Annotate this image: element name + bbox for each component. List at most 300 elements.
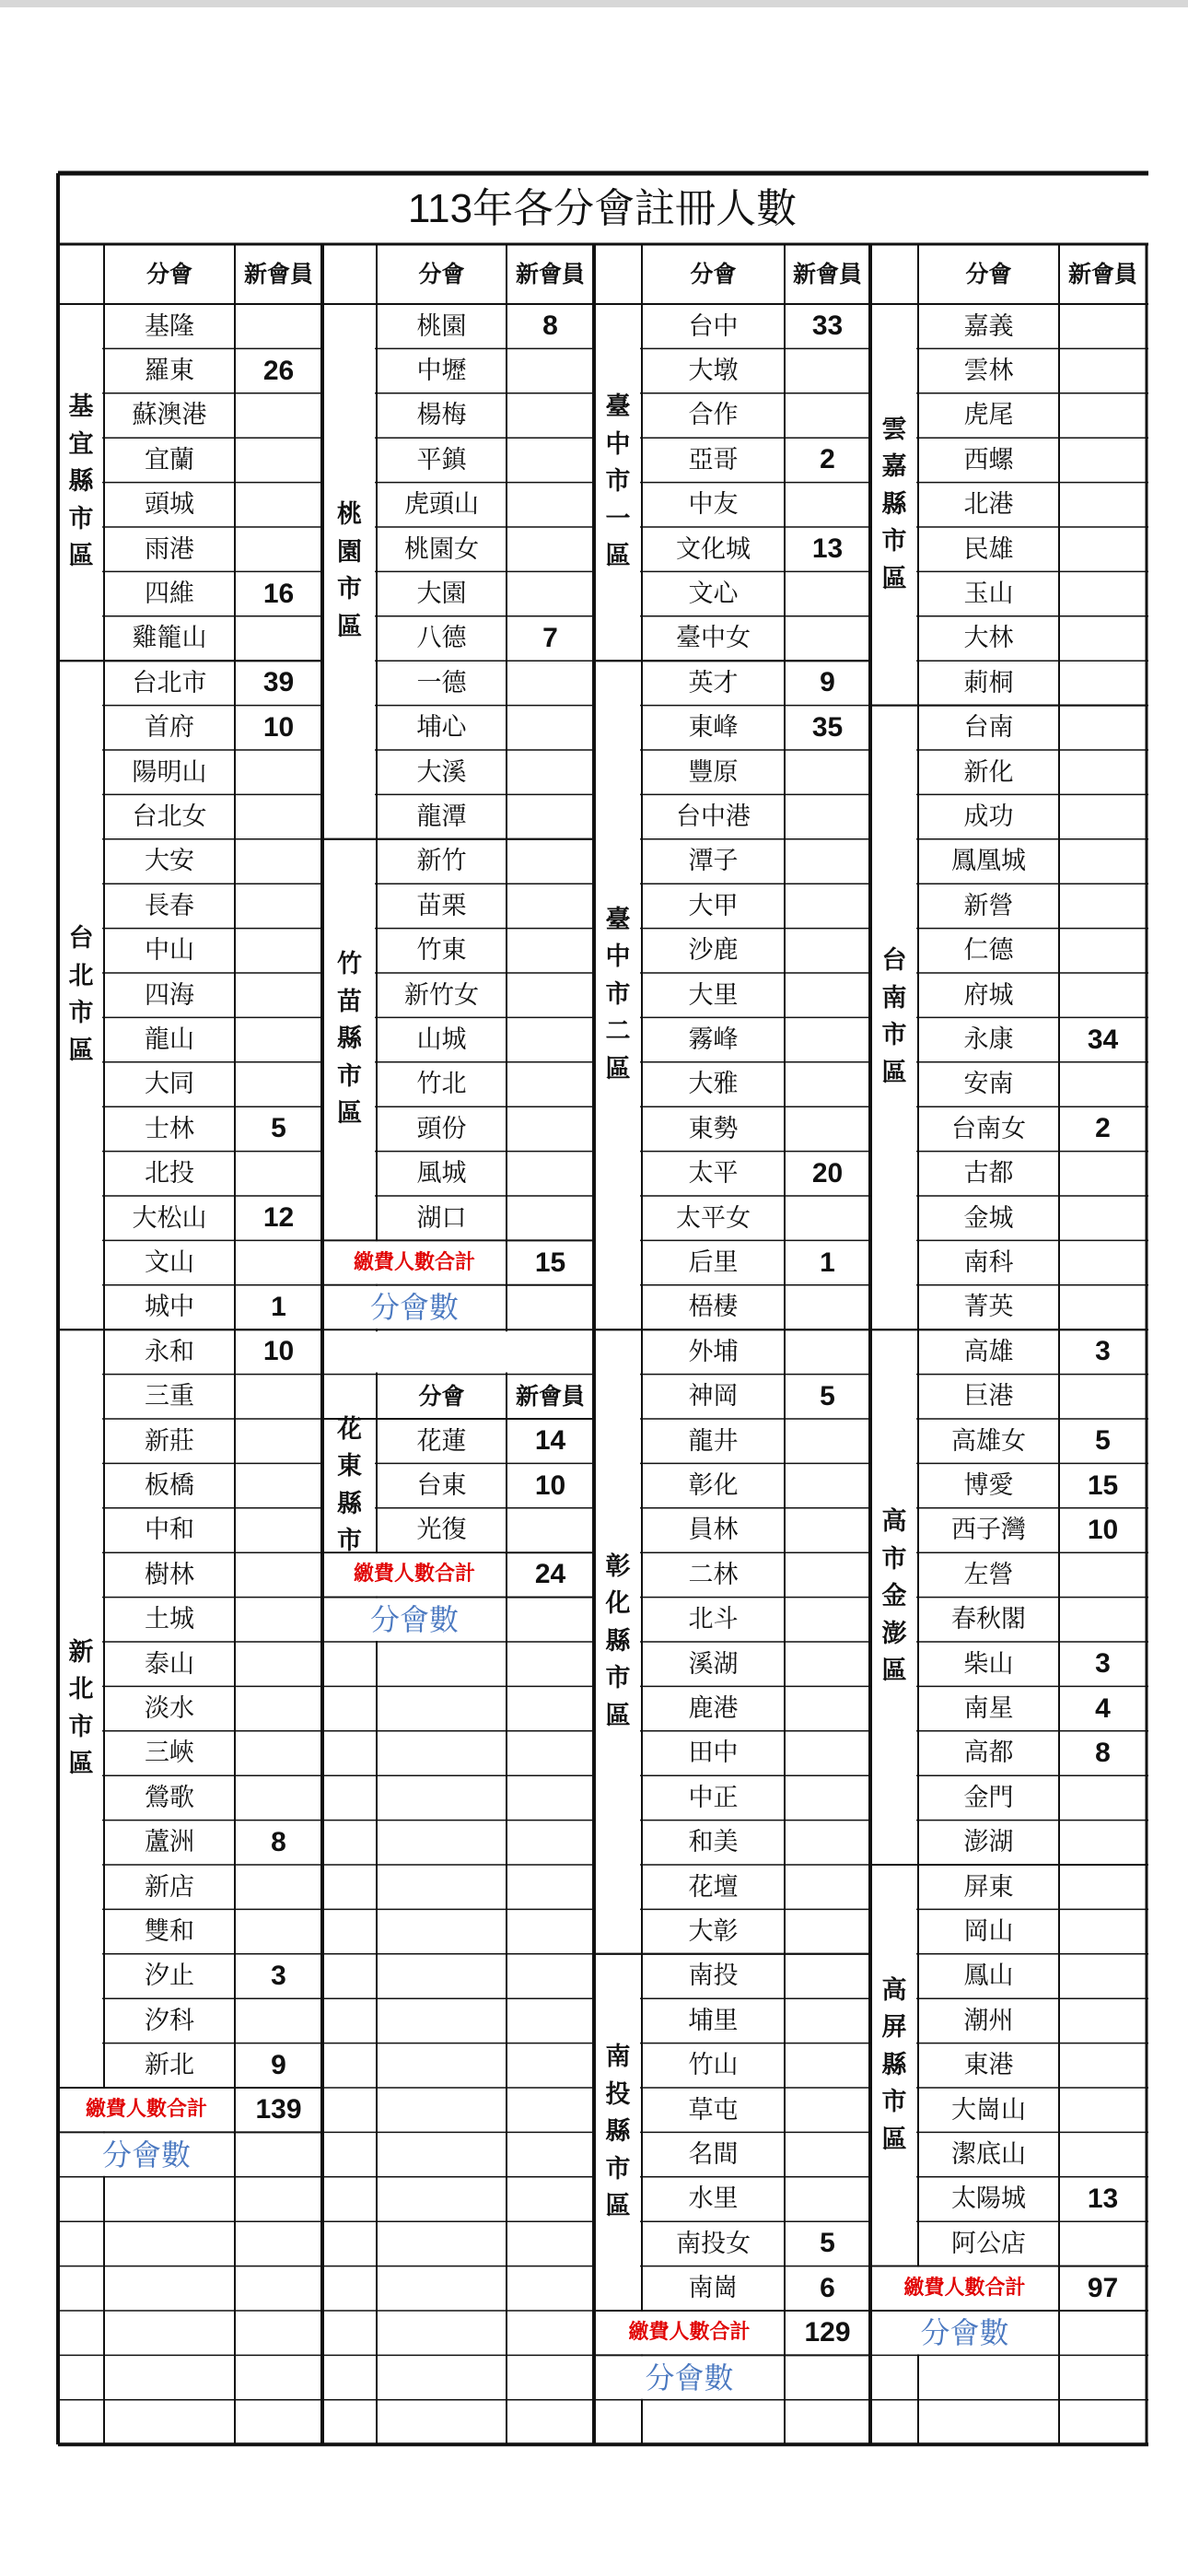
branch-name: 樹林 [145, 1560, 194, 1589]
region-label-char: 區 [337, 1099, 362, 1129]
region-label-char: 市 [605, 467, 631, 497]
branch-name: 水里 [688, 2184, 739, 2214]
branch-name: 台中 [688, 311, 739, 341]
branch-name: 羅東 [145, 357, 194, 386]
branch-name: 花蓮 [416, 1426, 467, 1456]
region-label [58, 661, 104, 1329]
branch-name: 三重 [145, 1382, 194, 1411]
new-member-count [507, 483, 594, 527]
new-member-count [235, 839, 322, 884]
new-member-count [235, 794, 322, 838]
branch-name: 鳳凰城 [951, 847, 1026, 876]
branch-name: 春秋閣 [951, 1605, 1026, 1634]
region-label-char: 區 [605, 2192, 631, 2221]
total-value: 15 [534, 1247, 566, 1278]
branch-name: 田中 [688, 1739, 739, 1768]
region-label [322, 304, 377, 839]
new-member-count: 7 [542, 622, 558, 653]
new-member-count [507, 750, 594, 794]
total-value: 129 [804, 2317, 851, 2348]
region-label-char: 區 [881, 1058, 907, 1087]
total-label: 繳費人數合計 [353, 1563, 475, 1587]
branch-name: 鶯歌 [145, 1783, 194, 1812]
new-member-count: 3 [1095, 1648, 1111, 1680]
new-member-count [785, 1419, 870, 1463]
branch-name: 潔底山 [951, 2140, 1026, 2170]
region-label-char: 市 [605, 1664, 631, 1693]
new-member-count [235, 1865, 322, 1909]
region-label [58, 1329, 104, 2088]
branch-name: 台東 [416, 1471, 467, 1501]
new-member-count [507, 1062, 594, 1107]
region-label-char: 縣 [68, 467, 94, 497]
new-member-count: 14 [534, 1425, 566, 1457]
branch-name: 中正 [688, 1783, 739, 1812]
header-new-members: 新會員 [1067, 261, 1137, 287]
branch-name: 士林 [145, 1114, 194, 1143]
new-member-count [785, 1062, 870, 1107]
new-member-count [507, 527, 594, 571]
new-member-count: 15 [1087, 1469, 1119, 1501]
branch-name: 柴山 [963, 1649, 1014, 1679]
new-member-count [1059, 1240, 1147, 1284]
new-member-count [785, 1775, 870, 1820]
region-label-char: 區 [337, 612, 362, 641]
branch-name: 東勢 [688, 1114, 739, 1143]
branch-name: 龍潭 [416, 802, 467, 832]
branch-name: 大雅 [688, 1070, 739, 1099]
new-member-count: 8 [271, 1826, 286, 1857]
region-label-char: 區 [605, 542, 631, 571]
branch-name: 台南 [963, 713, 1014, 743]
new-member-count [785, 1017, 870, 1061]
branch-name: 莿桐 [963, 668, 1014, 697]
region-label-char: 基 [68, 392, 94, 422]
new-member-count [235, 438, 322, 482]
new-member-count [507, 929, 594, 973]
region-label [870, 1329, 918, 1865]
branch-name: 大崗山 [951, 2095, 1026, 2125]
branch-name: 潭子 [688, 847, 739, 876]
new-member-count [785, 571, 870, 615]
region-label-char: 化 [605, 1589, 631, 1619]
header-branch: 分會 [965, 261, 1012, 287]
table-title: 113年各分會註冊人數 [407, 185, 798, 231]
branch-name: 高都 [963, 1739, 1014, 1768]
branch-name: 蘆洲 [145, 1828, 194, 1857]
branch-name: 太平女 [676, 1203, 751, 1233]
new-member-count: 10 [1087, 1514, 1119, 1545]
branch-name: 北斗 [688, 1605, 739, 1634]
branch-name: 名間 [688, 2140, 739, 2170]
new-member-count [235, 1508, 322, 1552]
branch-name: 北港 [963, 490, 1014, 520]
total-label: 繳費人數合計 [628, 2321, 751, 2345]
new-member-count [235, 929, 322, 973]
new-member-count: 13 [811, 533, 844, 565]
branch-name: 長春 [145, 891, 194, 920]
branch-name: 府城 [963, 980, 1014, 1010]
branch-name: 菁英 [963, 1293, 1014, 1322]
branch-name: 大彰 [688, 1917, 739, 1947]
region-label-char: 澎 [881, 1619, 907, 1648]
region-label-char: 花 [337, 1414, 362, 1444]
branch-name: 台中港 [676, 802, 751, 832]
region-label-char: 區 [605, 1701, 631, 1730]
branch-name: 新竹 [416, 847, 467, 876]
branch-name: 汐止 [145, 1961, 194, 1991]
new-member-count [235, 1731, 322, 1775]
new-member-count [1059, 393, 1147, 438]
branch-name: 山城 [416, 1025, 467, 1055]
new-member-count [1059, 661, 1147, 705]
new-member-count: 13 [1087, 2183, 1119, 2214]
new-member-count [785, 2177, 870, 2221]
branch-name: 陽明山 [132, 757, 207, 787]
new-member-count [1059, 1909, 1147, 1953]
region-label-char: 市 [881, 2088, 907, 2117]
region-label-char: 區 [68, 1750, 94, 1779]
region-label-char: 市 [881, 1544, 907, 1574]
new-member-count [1059, 929, 1147, 973]
region-label-char: 高 [881, 1975, 907, 2005]
region-label-char: 市 [337, 1061, 362, 1091]
branch-name: 太平 [688, 1159, 739, 1188]
region-label-char: 縣 [605, 1626, 631, 1656]
new-member-count [785, 2043, 870, 2088]
new-member-count: 20 [811, 1157, 844, 1188]
branch-name: 埔心 [416, 713, 467, 743]
branch-name: 屏東 [963, 1872, 1014, 1902]
branch-count-label: 分會數 [101, 2137, 191, 2172]
branch-name: 湖口 [416, 1203, 467, 1233]
branch-name: 雨港 [145, 534, 194, 564]
branch-name: 外埔 [688, 1337, 739, 1366]
header-branch: 分會 [146, 261, 192, 287]
new-member-count [1059, 1865, 1147, 1909]
new-member-count [785, 1285, 870, 1329]
new-member-count [785, 1954, 870, 1998]
new-member-count [1059, 973, 1147, 1017]
branch-name: 和美 [688, 1828, 739, 1857]
branch-name: 英才 [688, 668, 739, 697]
total-label: 繳費人數合計 [85, 2098, 207, 2122]
new-member-count: 10 [262, 711, 295, 743]
branch-name: 仁德 [963, 936, 1014, 966]
new-member-count [1059, 483, 1147, 527]
branch-name: 大溪 [416, 757, 467, 787]
branch-name: 大安 [145, 847, 194, 876]
branch-name: 土城 [145, 1605, 194, 1634]
branch-name: 楊梅 [416, 401, 467, 430]
branch-name: 中山 [145, 936, 194, 966]
branch-name: 大松山 [132, 1203, 207, 1233]
branch-name: 台北女 [132, 802, 207, 832]
branch-name: 四維 [145, 580, 194, 609]
branch-name: 員林 [688, 1516, 739, 1545]
region-label-char: 二 [605, 1017, 631, 1047]
new-member-count [235, 1062, 322, 1107]
branch-name: 太陽城 [951, 2184, 1026, 2214]
header-new-members: 新會員 [243, 261, 313, 287]
branch-name: 新北 [145, 2051, 194, 2080]
region-label-char: 台 [68, 924, 94, 954]
branch-name: 金城 [963, 1203, 1014, 1233]
header-new-members: 新會員 [792, 261, 862, 287]
new-member-count [785, 1196, 870, 1240]
region-label-char: 市 [68, 999, 94, 1028]
total-value: 97 [1087, 2272, 1119, 2303]
branch-name: 花壇 [688, 1872, 739, 1902]
branch-name: 巨港 [963, 1382, 1014, 1411]
new-member-count [785, 1642, 870, 1686]
branch-name: 溪湖 [688, 1649, 739, 1679]
branch-name: 豐原 [688, 757, 739, 787]
branch-name: 汐科 [145, 2006, 194, 2035]
branch-name: 鹿港 [688, 1694, 739, 1724]
branch-name: 南星 [963, 1694, 1014, 1724]
new-member-count: 1 [271, 1291, 286, 1322]
region-label [594, 661, 642, 1329]
branch-name: 新化 [963, 757, 1014, 787]
branch-name: 嘉義 [963, 311, 1014, 341]
new-member-count [1059, 348, 1147, 392]
region-label [870, 304, 918, 706]
branch-count-label: 分會數 [920, 2315, 1009, 2351]
new-member-count [507, 571, 594, 615]
total-value: 24 [534, 1559, 566, 1590]
region-label-char: 市 [605, 979, 631, 1009]
branch-name: 台北市 [132, 668, 207, 697]
region-label-char: 台 [881, 946, 907, 976]
branch-name: 文心 [688, 580, 739, 609]
new-member-count [1059, 1954, 1147, 1998]
region-label [870, 1865, 918, 2266]
new-member-count [785, 2132, 870, 2176]
new-member-count: 33 [811, 310, 844, 342]
new-member-count [1059, 1998, 1147, 2043]
new-member-count [235, 1152, 322, 1196]
branch-name: 中壢 [416, 357, 467, 386]
branch-name: 竹北 [416, 1070, 467, 1099]
header-new-members: 新會員 [515, 1383, 585, 1411]
region-label-char: 區 [881, 2125, 907, 2154]
region-label-char: 市 [337, 575, 362, 604]
region-label [322, 1414, 377, 1556]
new-member-count [1059, 1598, 1147, 1642]
new-member-count [507, 438, 594, 482]
header-branch: 分會 [418, 261, 465, 287]
branch-name: 東峰 [688, 713, 739, 743]
branch-name: 中和 [145, 1516, 194, 1545]
new-member-count [1059, 1285, 1147, 1329]
region-label-char: 市 [337, 1527, 362, 1556]
new-member-count [235, 1240, 322, 1284]
branch-name: 雙和 [145, 1917, 194, 1947]
branch-name: 臺中女 [676, 624, 751, 653]
branch-name: 彰化 [688, 1471, 739, 1501]
new-member-count: 35 [811, 711, 844, 743]
new-member-count [1059, 750, 1147, 794]
region-label-char: 彰 [605, 1551, 631, 1581]
new-member-count [785, 973, 870, 1017]
region-label-char: 投 [605, 2079, 631, 2109]
region-label-char: 雲 [881, 415, 907, 444]
branch-count-label: 分會數 [645, 2359, 734, 2395]
region-label-char: 區 [68, 1036, 94, 1065]
branch-name: 大里 [688, 980, 739, 1010]
new-member-count [1059, 616, 1147, 661]
new-member-count [1059, 304, 1147, 348]
new-member-count [785, 1329, 870, 1374]
new-member-count [235, 1017, 322, 1061]
branch-name: 板橋 [145, 1471, 194, 1501]
branch-name: 博愛 [963, 1471, 1014, 1501]
new-member-count: 5 [820, 2228, 835, 2259]
branch-name: 新莊 [145, 1426, 194, 1456]
total-label: 繳費人數合計 [903, 2276, 1026, 2300]
region-label-char: 南 [881, 983, 907, 1013]
branch-name: 大墩 [688, 357, 739, 386]
branch-name: 風城 [416, 1159, 467, 1188]
new-member-count [235, 483, 322, 527]
new-member-count [1059, 438, 1147, 482]
branch-name: 霧峰 [688, 1025, 739, 1055]
region-label-char: 區 [881, 1657, 907, 1686]
branch-name: 左營 [963, 1560, 1014, 1589]
region-label-char: 嘉 [881, 452, 907, 482]
region-label [594, 304, 642, 661]
new-member-count [785, 794, 870, 838]
new-member-count [785, 1463, 870, 1507]
branch-name: 城中 [145, 1293, 194, 1322]
new-member-count: 4 [1095, 1692, 1111, 1724]
new-member-count [785, 1821, 870, 1865]
branch-name: 大園 [416, 580, 467, 609]
branch-name: 三峽 [145, 1739, 194, 1768]
new-member-count [507, 706, 594, 750]
new-member-count [235, 393, 322, 438]
branch-name: 潮州 [963, 2006, 1014, 2035]
new-member-count: 5 [271, 1113, 286, 1144]
new-member-count [785, 1909, 870, 1953]
branch-name: 雲林 [963, 357, 1014, 386]
new-member-count [235, 884, 322, 928]
region-label-char: 區 [881, 564, 907, 593]
new-member-count: 8 [542, 310, 558, 342]
branch-name: 蘇澳港 [132, 401, 207, 430]
branch-name: 合作 [688, 401, 739, 430]
branch-name: 阿公店 [951, 2229, 1026, 2258]
branch-name: 埔里 [688, 2006, 739, 2035]
region-label-char: 中 [605, 429, 631, 459]
new-member-count: 10 [534, 1469, 566, 1501]
header-branch: 分會 [418, 1383, 465, 1411]
new-member-count [507, 1152, 594, 1196]
new-member-count [785, 1686, 870, 1730]
branch-name: 澎湖 [963, 1828, 1014, 1857]
branch-count-label: 分會數 [369, 1601, 459, 1637]
new-member-count: 8 [1095, 1737, 1111, 1768]
new-member-count: 3 [271, 1960, 286, 1991]
branch-name: 大甲 [688, 891, 739, 920]
branch-name: 桃園女 [404, 534, 479, 564]
branch-name: 民雄 [963, 534, 1014, 564]
new-member-count [785, 884, 870, 928]
branch-name: 龍井 [688, 1426, 739, 1456]
new-member-count [1059, 2132, 1147, 2176]
header-new-members: 新會員 [515, 261, 585, 287]
new-member-count [785, 348, 870, 392]
region-label-char: 桃 [337, 500, 362, 530]
new-member-count [507, 661, 594, 705]
region-label-char: 縣 [605, 2117, 631, 2147]
new-member-count [235, 1463, 322, 1507]
branch-name: 大林 [963, 624, 1014, 653]
branch-name: 中友 [688, 490, 739, 520]
branch-name: 四海 [145, 980, 194, 1010]
branch-name: 頭份 [416, 1114, 467, 1143]
new-member-count [1059, 794, 1147, 838]
region-label-char: 中 [605, 943, 631, 972]
region-label [594, 1329, 642, 1954]
new-member-count [235, 304, 322, 348]
new-member-count: 2 [1095, 1113, 1111, 1144]
new-member-count [785, 393, 870, 438]
region-label [594, 1954, 642, 2311]
new-member-count [507, 393, 594, 438]
new-member-count [235, 1642, 322, 1686]
region-label-char: 金 [881, 1582, 907, 1611]
branch-name: 竹山 [688, 2051, 739, 2080]
new-member-count [507, 839, 594, 884]
new-member-count [785, 1552, 870, 1597]
new-member-count [235, 1598, 322, 1642]
region-label-char: 新 [68, 1637, 94, 1667]
new-member-count [785, 1508, 870, 1552]
new-member-count [1059, 527, 1147, 571]
branch-name: 鳳山 [963, 1961, 1014, 1991]
new-member-count [1059, 1775, 1147, 1820]
region-label-char: 縣 [337, 1025, 362, 1054]
region-label-char: 高 [881, 1507, 907, 1537]
region-label-char: 縣 [881, 2050, 907, 2079]
new-member-count [507, 1196, 594, 1240]
new-member-count: 2 [820, 444, 835, 475]
new-member-count [507, 973, 594, 1017]
new-member-count: 34 [1087, 1024, 1119, 1055]
branch-name: 大同 [145, 1070, 194, 1099]
new-member-count [235, 1552, 322, 1597]
branch-name: 頭城 [145, 490, 194, 520]
new-member-count [785, 1998, 870, 2043]
branch-name: 梧棲 [688, 1293, 739, 1322]
branch-name: 玉山 [963, 580, 1014, 609]
new-member-count [785, 2088, 870, 2132]
branch-name: 神岡 [688, 1382, 739, 1411]
new-member-count: 39 [262, 667, 295, 698]
new-member-count: 5 [820, 1380, 835, 1411]
branch-name: 南投 [688, 1961, 739, 1991]
new-member-count [235, 1909, 322, 1953]
new-member-count: 5 [1095, 1425, 1111, 1457]
branch-name: 草屯 [688, 2095, 739, 2125]
new-member-count: 9 [820, 667, 835, 698]
branch-name: 雞籠山 [132, 624, 207, 653]
branch-name: 新店 [145, 1872, 194, 1902]
new-member-count [1059, 1821, 1147, 1865]
branch-name: 南崗 [688, 2274, 739, 2303]
